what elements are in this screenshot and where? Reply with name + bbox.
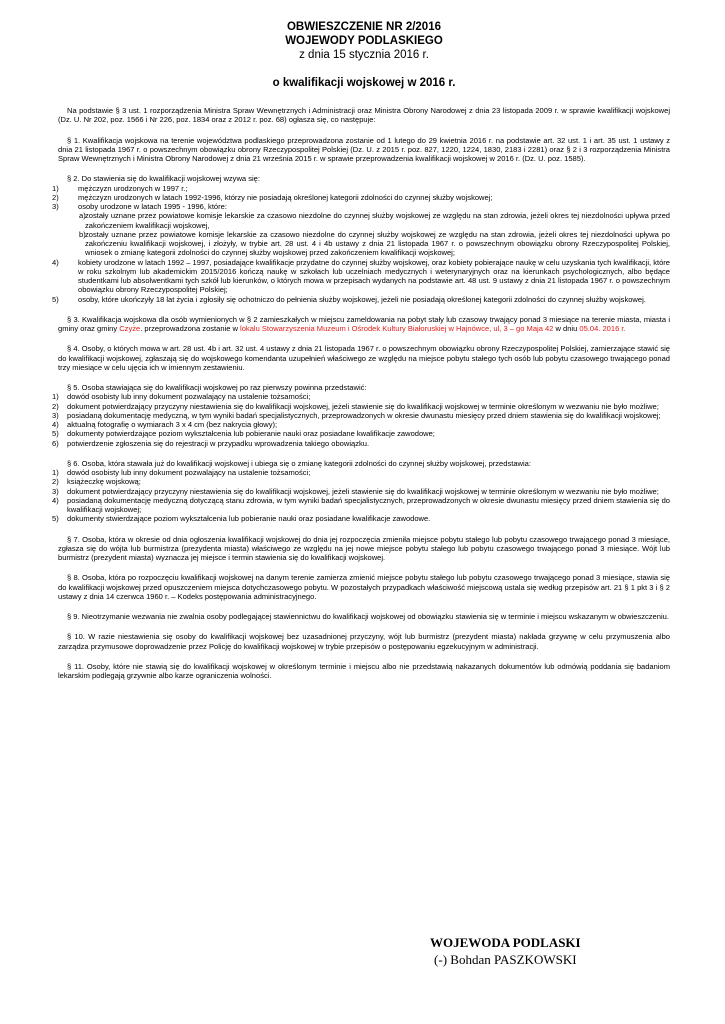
list-number: 3)	[52, 486, 59, 496]
section-1: § 1. Kwalifikacja wojskowa na terenie województwa podlaskiego przeprowadzona zostanie od 1 lutego do 29 kwietnia 2016 r. na podstawie art. 32 ust. 1 i art. 35 ust. 1 ustawy z dnia 21 listopada 1967 r. o powszechnym obowiązku obrony Rzeczypospolitej Polskiej (Dz. U. z 2015 r. poz. 827, 1220, 1224, 1830, 2183 i 2281) oraz § 2 i 3 rozporządzenia Ministra Spraw Wewnętrznych i Ministra Obrony Narodowej z dnia 21 września 2015 r. w sprawie przeprowadzenia kwalifikacji wojskowej w 2016 r. (Dz. U. poz. 1585).	[58, 135, 670, 163]
list-item	[52, 495, 670, 515]
list-text: dokumenty potwierdzające poziom wykształcenia lub pobieranie nauki oraz posiadane kwalifikacje zawodowe;	[67, 429, 435, 439]
list-text: kobiety urodzone w latach 1992 – 1997, posiadające kwalifikacje przydatne do czynnej służby wojskowej, oraz kobiety pobierające naukę w celu uzyskania tych kwalifikacji, które w roku szkolnym lub akademickim 2015/2016 kończą naukę w szkołach lub uczelniach medycznych i weterynaryjnych oraz na kierunkach psychologicznych, albo będące studentkami lub absolwentkami tych szkół lub kierunków, o których mowa w przepisach wydanych na podstawie art. 48 ust. 9 ustawy z dnia 21 listopada 1967 r. o powszechnym obowiązku obrony Rzeczypospolitej Polskiej;	[78, 257, 670, 295]
section-2-title: § 2. Do stawienia się do kwalifikacji wojskowej wzywa się:	[67, 174, 260, 184]
list-text: dokument potwierdzający przyczyny niestawienia się do kwalifikacji wojskowej, jeżeli stawienie się do kwalifikacji wojskowej w terminie określonym w wezwaniu nie było możliwe;	[67, 486, 659, 496]
list-text: mężczyzn urodzonych w 1997 r.;	[78, 183, 188, 193]
section-3-text: . przeprowadzona zostanie w	[140, 324, 241, 333]
list-text: posiadaną dokumentację medyczną, w tym wyniki badań specjalistycznych, przeprowadzonych w okresie dwunastu miesięcy przed dniem stawienia się do kwalifikacji wojskowej;	[67, 410, 661, 420]
document-date: z dnia 15 stycznia 2016 r.	[299, 49, 429, 61]
section-2	[52, 174, 670, 304]
list-item	[52, 486, 670, 496]
signatory-title: WOJEWODA PODLASKI	[430, 935, 581, 950]
list-number: 4)	[52, 257, 59, 267]
municipality-name: Czyże	[119, 324, 141, 333]
section-9: § 9. Nieotrzymanie wezwania nie zwalnia osoby podlegającej stawiennictwu do kwalifikacji wojskowej od obowiązku stawienia się w terminie i miejscu wskazanym w obwieszczeniu.	[67, 612, 669, 621]
list-number: 5)	[52, 294, 59, 304]
list-text: zostały uznane przez powiatowe komisje lekarskie za czasowo niezdolne do czynnej służby wojskowej ze względu na stan zdrowia, jeżeli okres tej niezdolności upływa przed zakończeniem kwalifikacji wojskowej,	[85, 211, 670, 230]
list-item	[52, 438, 670, 448]
section-5	[52, 383, 670, 448]
list-text: mężczyzn urodzonych w latach 1992-1996, którzy nie posiadają określonej kategorii zdolności do czynnej służby wojskowej;	[78, 192, 493, 202]
document-header	[58, 20, 670, 90]
section-3-text: w dniu	[553, 324, 580, 333]
list-text: aktualną fotografię o wymiarach 3 x 4 cm (bez nakrycia głowy);	[67, 420, 278, 429]
list-number: 5)	[52, 514, 59, 524]
list-number: 6)	[52, 438, 59, 448]
sub-list-item	[58, 211, 670, 230]
list-number: 1)	[52, 183, 59, 193]
list-number: 3)	[52, 202, 59, 211]
list-item	[52, 202, 670, 211]
list-number: 4)	[52, 495, 59, 505]
section-3	[58, 315, 670, 334]
list-item	[52, 192, 670, 202]
list-number: a)	[79, 211, 86, 221]
section-6	[52, 458, 670, 524]
list-text: zostały uznane przez powiatowe komisje lekarskie za czasowo niezdolne do czynnej służby wojskowej ze względu na stan zdrowia, jeżeli okres tej niezdolności upływa po zakończeniu kwalifikacji wojskowej, i złożyły, w trybie art. 28 ust. 4 i 4b ustawy z dnia 21 listopada 1967 r. o powszechnym obowiązku obrony Rzeczypospolitej Polskiej, wniosek o zmianę kategorii zdolności do czynnej służby wojskowej przed zakończeniem kwalifikacji wojskowej;	[85, 229, 670, 258]
list-item	[52, 294, 670, 304]
section-7: § 7. Osoba, która w okresie od dnia ogłoszenia kwalifikacji wojskowej do dnia jej rozpoczęcia zmieniła miejsce pobytu stałego lub pobytu czasowego trwającego ponad 3 miesiące, zgłasza się do wójta lub burmistrza (prezydenta miasta) właściwego ze względu na jej nowe miejsce pobytu stałego lub pobytu czasowego trwającego ponad 3 miesiące. Wójt lub burmistrz (prezydent miasta) wyznacza jej miejsce i termin stawienia się do kwalifikacji wojskowej.	[58, 534, 670, 562]
signature-block	[430, 934, 581, 968]
list-text: posiadaną dokumentację medyczną dotyczącą stanu zdrowia, w tym wyniki badań specjalistycznych, przeprowadzonych w okresie dwunastu miesięcy przed dniem stawienia się do kwalifikacji wojskowej;	[67, 495, 670, 514]
list-text: książeczkę wojskową;	[67, 477, 141, 487]
section-5-title: § 5. Osoba stawiająca się do kwalifikacji wojskowej po raz pierwszy powinna przedstawić:	[67, 383, 367, 392]
list-number: 2)	[52, 477, 59, 487]
list-item	[52, 392, 670, 402]
section-4: § 4. Osoby, o których mowa w art. 28 ust. 4b i art. 32 ust. 4 ustawy z dnia 21 listopada 1967 r. o powszechnym obowiązku obrony Rzeczypospolitej Polskiej, zamierzające stawić się do kwalifikacji wojskowej, zgłaszają się do wojskowego komendanta uzupełnień właściwego ze względu na miejsce pobytu stałego tych osób lub pobytu czasowego trwającego ponad trzy miesiące w celu ujęcia ich w imiennym zestawieniu.	[58, 344, 670, 372]
list-item	[52, 514, 670, 524]
section-10: § 10. W razie niestawienia się osoby do kwalifikacji wojskowej bez uzasadnionej przyczyny, wójt lub burmistrz (prezydent miasta) nakłada grzywnę w celu przymuszenia albo zarządza przymusowe doprowadzenie przez Policję do kwalifikacji wojskowej w trybie przepisów o postępowaniu egzekucyjnym w administracji.	[58, 632, 670, 651]
list-text: potwierdzenie zgłoszenia się do rejestracji w przypadku wprowadzenia takiego obowiązku.	[67, 438, 370, 448]
document-subject: o kwalifikacji wojskowej w 2016 r.	[272, 77, 456, 89]
section-6-title: § 6. Osoba, która stawała już do kwalifikacji wojskowej i ubiega się o zmianę kategorii zdolności do czynnej służby wojskowej, przedstawia:	[67, 458, 531, 468]
document-title: OBWIESZCZENIE NR 2/2016	[286, 21, 441, 33]
list-number: 5)	[52, 429, 59, 439]
intro-paragraph: Na podstawie § 3 ust. 1 rozporządzenia Ministra Spraw Wewnętrznych i Administracji oraz Ministra Obrony Narodowej z dnia 23 listopada 2009 r. w sprawie kwalifikacji wojskowej (Dz. U. Nr 202, poz. 1566 i Nr 226, poz. 1834 oraz z 2012 r. poz. 68) ogłasza się, co następuje:	[58, 106, 670, 125]
list-number: 3)	[52, 410, 59, 420]
list-item	[52, 257, 670, 295]
list-number: 4)	[52, 420, 59, 429]
venue-address: lokalu Stowarzyszenia Muzeum i Ośrodek Kultury Białoruskiej w Hajnówce, ul, 3 – go Maja 42	[240, 324, 554, 333]
list-item	[52, 410, 670, 420]
qualification-date: 05.04. 2016 r.	[579, 324, 626, 333]
list-item	[52, 401, 670, 411]
list-item	[52, 420, 670, 429]
section-8: § 8. Osoba, która po rozpoczęciu kwalifikacji wojskowej na danym terenie zamierza zmienić miejsce pobytu stałego lub pobytu czasowego trwającego ponad 3 miesiące, stawia się do kwalifikacji wojskowej przed opuszczeniem miejsca dotychczasowego pobytu. W pozostałych przypadkach właściwość miejscową ustala się według przepisów art. 21 § 1 pkt 3 i § 2 ustawy z dnia 14 czerwca 1960 r. – Kodeks postępowania administracyjnego.	[58, 573, 670, 601]
list-text: dokument potwierdzający przyczyny niestawienia się do kwalifikacji wojskowej, jeżeli stawienie się do kwalifikacji wojskowej w terminie określonym w wezwaniu nie było możliwe;	[67, 401, 659, 411]
section-11: § 11. Osoby, które nie stawią się do kwalifikacji wojskowej w określonym terminie i miejscu albo nie przedstawią nakazanych dokumentów lub odmówią poddania się badaniom lekarskim podlegają grzywnie albo karze ograniczenia wolności.	[58, 661, 670, 680]
section-3-text: § 3. Kwalifikacja wojskowa dla osób wymienionych w § 2 zamieszkałych w miejscu zameldowania na pobyt stały lub czasowy trwający ponad 3 miesiące na terenie miasta, miasta i gminy oraz gminy	[58, 314, 670, 333]
list-text: dokumenty stwierdzające poziom wykształcenia lub pobieranie nauki oraz posiadane kwalifikacje zawodowe.	[67, 514, 431, 524]
list-item	[52, 468, 670, 477]
sub-list-item	[58, 230, 670, 258]
list-item	[52, 183, 670, 193]
list-number: 1)	[52, 392, 59, 402]
list-text: dowód osobisty lub inny dokument pozwalający na ustalenie tożsamości;	[67, 468, 311, 477]
list-number: b)	[79, 229, 86, 239]
list-text: dowód osobisty lub inny dokument pozwalający na ustalenie tożsamości;	[67, 392, 311, 402]
list-number: 2)	[52, 401, 59, 411]
list-item	[52, 477, 670, 487]
list-text: osoby, które ukończyły 18 lat życia i zgłosiły się ochotniczo do pełnienia służby wojskowej, jeżeli nie posiadają określonej kategorii zdolności do czynnej służby wojskowej.	[78, 294, 646, 304]
document-body	[52, 20, 670, 680]
list-number: 1)	[52, 468, 59, 477]
list-item	[52, 429, 670, 439]
list-text: osoby urodzone w latach 1995 - 1996, które:	[78, 202, 227, 211]
issuing-authority: WOJEWODY PODLASKIEGO	[285, 35, 443, 47]
signatory-name: (-) Bohdan PASZKOWSKI	[434, 952, 577, 967]
list-number: 2)	[52, 192, 59, 202]
